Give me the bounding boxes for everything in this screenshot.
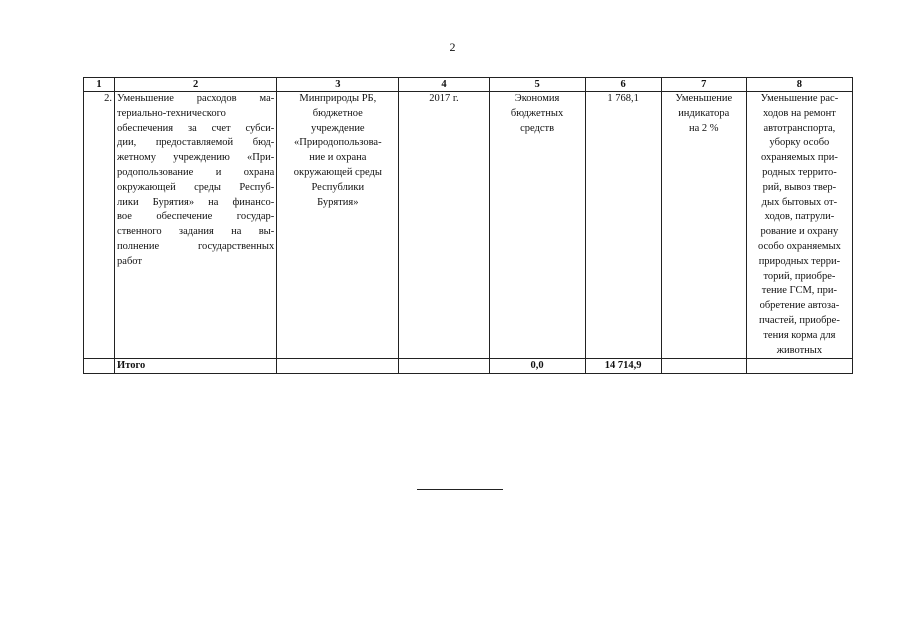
reason-line: родных террито- (762, 166, 837, 178)
reason-line: обретение автоза- (759, 300, 840, 312)
page-number: 2 (449, 40, 456, 54)
reason-line: тения корма для (763, 329, 836, 341)
reason-line: дых бытовых от- (761, 196, 838, 208)
reason-line: животных (776, 344, 823, 356)
reason-cell (746, 92, 852, 359)
executor-line: ние и охрана (309, 152, 367, 164)
executor-line: учреждение (311, 122, 365, 134)
header-cell-3: 3 (277, 78, 399, 92)
header-cell-5: 5 (489, 78, 585, 92)
executor-line: бюджетное (312, 107, 363, 119)
executor-line: Республики (311, 181, 365, 193)
reason-line: торий, приобре- (763, 270, 836, 282)
total-effect-cell (489, 359, 585, 374)
indicator-line: на 2 % (689, 122, 719, 134)
reason-line: тение ГСМ, при- (761, 285, 838, 297)
measure-description-cell (115, 92, 277, 359)
executor-cell (277, 92, 399, 359)
reason-line: Уменьшение рас- (760, 93, 839, 104)
header-row (84, 78, 853, 92)
executor-line: Бурятия» (317, 196, 359, 208)
reason-line: природных терри- (758, 255, 841, 267)
effect-line: Экономия (514, 93, 560, 104)
header-cell-2: 2 (115, 78, 277, 92)
total-empty-cell (277, 359, 399, 374)
year-cell (399, 92, 489, 359)
header-cell-1: 1 (84, 78, 115, 92)
total-label-cell (115, 359, 277, 374)
description-line: териально-технического (117, 107, 226, 119)
description-line: родопользование и охрана (117, 166, 275, 178)
description-line: лики Бурятия» на финансо- (117, 196, 275, 208)
reason-line: рование и охрану (760, 226, 839, 238)
reason-line: пчастей, приобре- (759, 314, 840, 326)
total-empty-cell (661, 359, 746, 374)
description-line: Уменьшение расходов ма- (117, 93, 275, 104)
total-effect-value: 0,0 (530, 360, 544, 372)
header-cell-8: 8 (746, 78, 852, 92)
total-empty-cell (399, 359, 489, 374)
reason-line: ходов, патрули- (764, 211, 835, 223)
header-cell-7: 7 (661, 78, 746, 92)
reason-line: особо охраняемых (757, 240, 841, 252)
indicator-line: Уменьшение (675, 93, 733, 104)
reason-line: автотранспорта, (763, 122, 836, 134)
total-row (84, 359, 853, 374)
executor-line: окружающей среды (293, 166, 382, 178)
year-value: 2017 г. (429, 93, 459, 104)
description-line: окружающей среды Респуб- (117, 181, 275, 193)
description-line: ственного задания на вы- (117, 226, 275, 238)
description-line: вое обеспечение государ- (117, 211, 275, 223)
total-amount-value: 14 714,9 (604, 360, 642, 372)
reason-line: рий, вывоз твер- (762, 181, 837, 193)
effect-cell (489, 92, 585, 359)
row-number: 2. (104, 93, 113, 104)
executor-line: Минприроды РБ, (299, 93, 377, 104)
effect-line: средств (520, 122, 555, 134)
executor-line: «Природопользова- (294, 137, 382, 149)
amount-value: 1 768,1 (607, 93, 639, 104)
description-line: дии, предоставляемой бюд- (117, 137, 275, 149)
description-line: жетному учреждению «При- (117, 152, 275, 164)
measures-table (83, 77, 853, 374)
header-cell-4: 4 (399, 78, 489, 92)
footer-separator-line (417, 489, 503, 490)
indicator-cell (661, 92, 746, 359)
description-line: обеспечения за счет субси- (117, 122, 275, 134)
reason-line: ходов на ремонт (762, 107, 836, 119)
description-line: работ (117, 255, 142, 267)
total-amount-cell (585, 359, 661, 374)
amount-cell (585, 92, 661, 359)
row-number-cell (84, 92, 115, 359)
effect-line: бюджетных (510, 107, 564, 119)
total-empty-cell (746, 359, 852, 374)
reason-line: уборку особо (769, 137, 830, 149)
table-row (84, 92, 853, 359)
header-cell-6: 6 (585, 78, 661, 92)
total-number-cell (84, 359, 115, 374)
total-label: Итого (117, 360, 146, 372)
indicator-line: индикатора (678, 107, 730, 119)
description-line: полнение государственных (117, 240, 275, 252)
reason-line: охраняемых при- (761, 152, 838, 164)
